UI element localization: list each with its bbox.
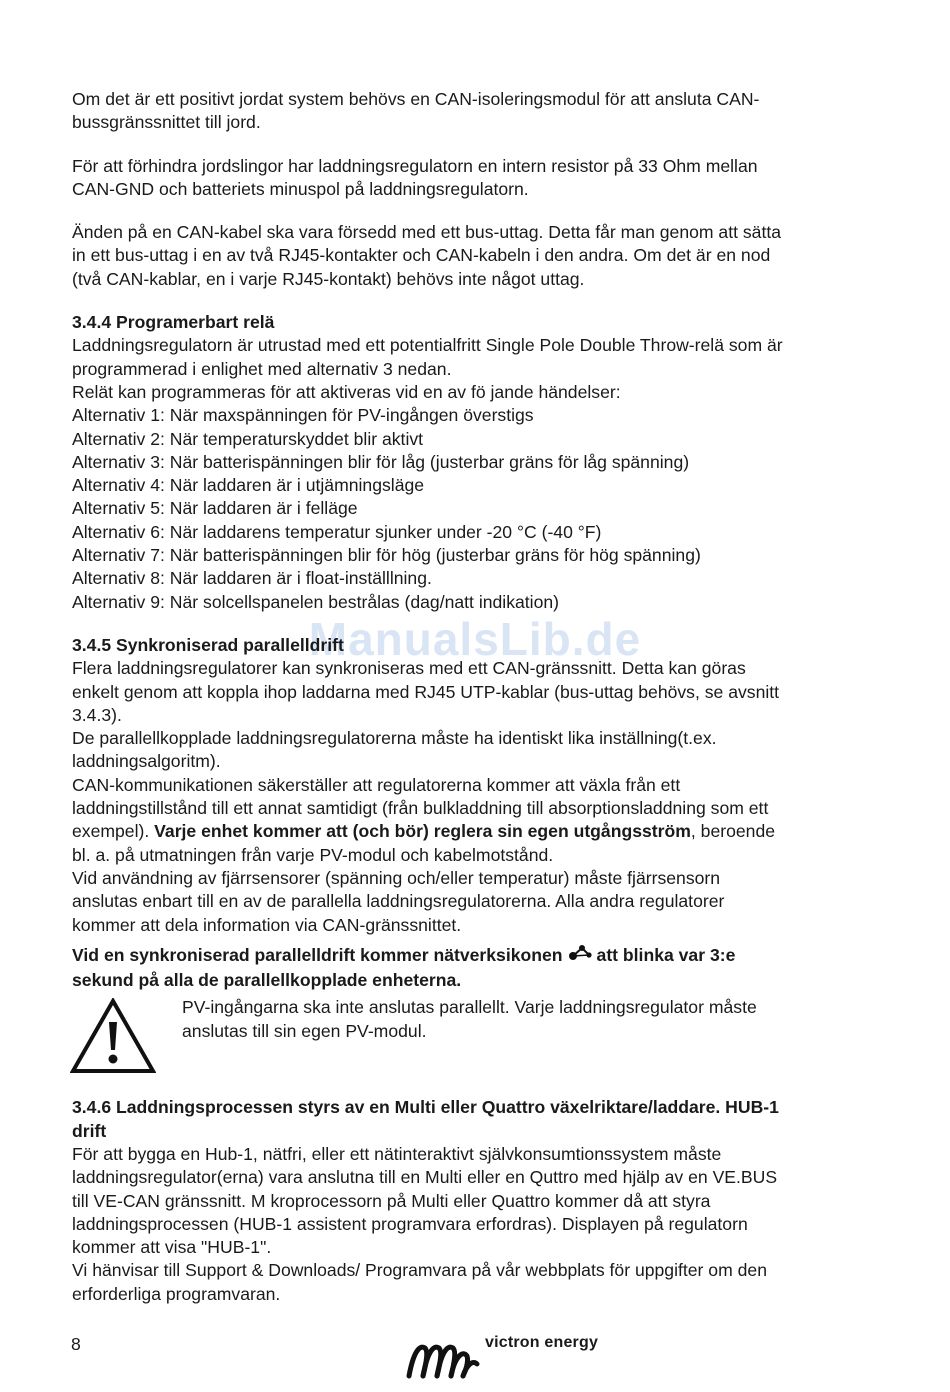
text-line: Laddningsregulatorn är utrustad med ett potentialfritt Single Pole Double Throw-relä som är	[72, 335, 783, 356]
intro-paragraph-2	[72, 155, 892, 202]
text-line: anslutas till sin egen PV-modul.	[182, 1020, 427, 1041]
watermark: ManualsLib.de	[308, 613, 642, 665]
section-3-4-4	[72, 311, 892, 614]
text-line: (två CAN-kablar, en i varje RJ45-kontakt) behövs inte något uttag.	[72, 268, 585, 289]
intro-paragraph-3	[72, 221, 892, 291]
section-3-4-5	[72, 634, 892, 1072]
text-line: programmerad i enlighet med alternativ 3 nedan.	[72, 358, 452, 379]
text-line: laddningsprocessen (HUB-1 assistent programvara erfordras). Displayen på regulatorn	[72, 1213, 748, 1234]
text-line: De parallellkopplade laddningsregulatorerna måste ha identiskt lika inställning(t.ex.	[72, 728, 717, 749]
text-line: bussgränssnittet till jord.	[72, 112, 261, 133]
alternative-item: Alternativ 1: När maxspänningen för PV-ingången överstigs	[72, 405, 534, 426]
alternative-item: Alternativ 6: När laddarens temperatur sjunker under -20 °C (-40 °F)	[72, 521, 602, 542]
section-heading: 3.4.4 Programerbart relä	[72, 312, 275, 333]
text-line: enkelt genom att koppla ihop laddarna med RJ45 UTP-kablar (bus-uttag behövs, se avsnitt	[72, 681, 780, 702]
text-line: kommer att dela information via CAN-gränssnittet.	[72, 914, 462, 935]
page-number: 8	[71, 1334, 81, 1354]
warning-triangle-icon	[70, 998, 156, 1074]
text-line: kommer att visa "HUB-1".	[72, 1237, 272, 1258]
bold-notice: sekund på alla de parallellkopplade enheterna.	[72, 970, 462, 991]
text-line: Änden på en CAN-kabel ska vara försedd med ett bus-uttag. Detta får man genom att sätta	[72, 222, 782, 243]
text-fragment: att blinka var 3:e	[596, 944, 736, 965]
text-line: CAN-kommunikationen säkerställer att regulatorerna kommer att växla från ett	[72, 774, 681, 795]
warning-box	[72, 996, 892, 1072]
document-body	[72, 88, 892, 1306]
alternative-item: Alternativ 4: När laddaren är i utjämningsläge	[72, 475, 425, 496]
intro-paragraph-1	[72, 88, 892, 135]
text-line: För att bygga en Hub-1, nätfri, eller ett nätinteraktivt självkonsumtionssystem måste	[72, 1143, 722, 1164]
text-line: bl. a. på utmatningen från varje PV-modul och kabelmotstånd.	[72, 844, 554, 865]
warning-text	[182, 996, 757, 1043]
text-line: laddningsalgoritm).	[72, 751, 221, 772]
text-line	[72, 820, 892, 843]
section-heading: 3.4.5 Synkroniserad parallelldrift	[72, 634, 344, 655]
bold-notice	[72, 943, 892, 969]
network-icon	[567, 943, 593, 969]
text-line: För att förhindra jordslingor har laddningsregulatorn en intern resistor på 33 Ohm mellan	[72, 155, 758, 176]
section-3-4-6	[72, 1096, 892, 1306]
text-line: erforderliga programvaran.	[72, 1283, 281, 1304]
text-line: laddningsregulator(erna) vara anslutna till en Multi eller en Quttro med hjälp av en VE.BUS	[72, 1167, 778, 1188]
victron-logo-icon	[405, 1334, 481, 1382]
alternative-item: Alternativ 2: När temperaturskyddet blir aktivt	[72, 428, 424, 449]
text-line: Relät kan programmeras för att aktiveras vid en av fö jande händelser:	[72, 381, 621, 402]
text-line: 3.4.3).	[72, 704, 122, 725]
text-line: till VE-CAN gränssnitt. M kroprocessorn på Multi eller Quattro kommer då att styra	[72, 1190, 711, 1211]
alternative-item: Alternativ 8: När laddaren är i float-inställlning.	[72, 568, 432, 589]
text-line: anslutas enbart till en av de parallella laddningsregulatorerna. Alla andra regulatorer	[72, 891, 725, 912]
section-heading: drift	[72, 1120, 107, 1141]
text-line: Vi hänvisar till Support & Downloads/ Programvara på vår webbplats för uppgifter om den	[72, 1260, 767, 1281]
text-line: Vid användning av fjärrsensorer (spänning och/eller temperatur) måste fjärrsensorn	[72, 867, 721, 888]
alternative-item: Alternativ 3: När batterispänningen blir för låg (justerbar gräns för låg spänning)	[72, 451, 690, 472]
text-fragment: , beroende	[690, 821, 776, 842]
text-line: PV-ingångarna ska inte anslutas parallellt. Varje laddningsregulator måste	[182, 997, 757, 1018]
section-heading: 3.4.6 Laddningsprocessen styrs av en Multi eller Quattro växelriktare/laddare. HUB-1	[72, 1097, 779, 1118]
text-fragment: exempel).	[72, 821, 155, 842]
bold-emphasis: Varje enhet kommer att (och bör) reglera sin egen utgångsström	[154, 821, 691, 842]
text-line: CAN-GND och batteriets minuspol på laddningsregulatorn.	[72, 178, 529, 199]
alternative-item: Alternativ 5: När laddaren är i felläge	[72, 498, 358, 519]
brand-name: victron energy	[485, 1334, 599, 1351]
text-line: Om det är ett positivt jordat system behövs en CAN-isoleringsmodul för att ansluta CAN-	[72, 89, 760, 109]
text-line: Flera laddningsregulatorer kan synkroniseras med ett CAN-gränssnitt. Detta kan göras	[72, 658, 746, 679]
text-line: in ett bus-uttag i en av två RJ45-kontakter och CAN-kabeln i den andra. Om det är en nod	[72, 245, 771, 266]
page-footer	[0, 1330, 950, 1390]
text-line: laddningstillstånd till ett annat samtidigt (från bulkladdning till absorptionsladdning som ett	[72, 798, 769, 819]
alternative-item: Alternativ 7: När batterispänningen blir för hög (justerbar gräns för hög spänning)	[72, 545, 701, 566]
text-fragment: Vid en synkroniserad parallelldrift kommer nätverksikonen	[72, 944, 563, 965]
alternative-item: Alternativ 9: När solcellspanelen bestrålas (dag/natt indikation)	[72, 591, 560, 612]
